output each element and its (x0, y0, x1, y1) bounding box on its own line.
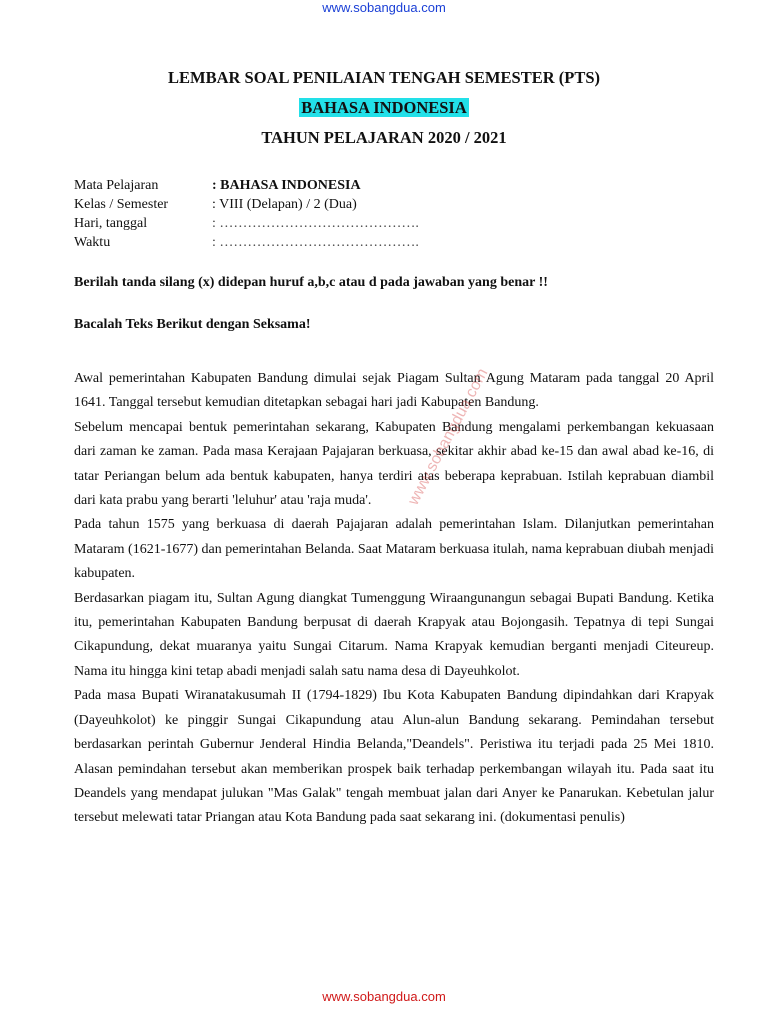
watermark-text: www.sobangdua.com (405, 365, 492, 508)
subject-title-highlight: BAHASA INDONESIA (301, 98, 467, 117)
kelas-value: : VIII (Delapan) / 2 (Dua) (212, 197, 357, 212)
footer-site-link[interactable]: www.sobangdua.com (322, 989, 446, 1004)
academic-year-title: TAHUN PELAJARAN 2020 / 2021 (261, 128, 507, 147)
passage-paragraph-3: Pada tahun 1575 yang berkuasa di daerah Pajajaran adalah pemerintahan Islam. Dilanjutkan pemerintahan Mataram (1621-1677) dan pemerintahan Belanda. Saat Mataram berkuasa itulah, nama keprabuan diubah menjadi kabupaten. (74, 517, 714, 582)
info-row-hari (74, 214, 419, 233)
mapel-value: : BAHASA INDONESIA (212, 178, 361, 193)
exam-info-block (74, 176, 419, 252)
header-site-link[interactable]: www.sobangdua.com (322, 0, 446, 15)
info-row-waktu (74, 233, 419, 252)
info-row-kelas (74, 195, 419, 214)
reading-passage (74, 367, 714, 831)
hari-label: Hari, tanggal (74, 216, 148, 231)
read-instruction: Bacalah Teks Berikut dengan Seksama! (74, 317, 311, 332)
subject-title (0, 98, 768, 118)
passage-paragraph-4: Berdasarkan piagam itu, Sultan Agung diangkat Tumenggung Wiraangunangun sebagai Bupati Bandung. Ketika itu, pemerintahan Kabupaten Bandung berpusat di daerah Krapyak atau Bojongasih. Tepatnya di tepi Sungai Cikapundung, dekat muaranya yaitu Sungai Citarum. Nama Krapyak kemudian berganti menjadi Citeureup. Nama itu hingga kini tetap abadi menjadi salah satu nama desa di Dayeuhkolot. (74, 590, 714, 679)
document-title: LEMBAR SOAL PENILAIAN TENGAH SEMESTER (PTS) (168, 68, 600, 87)
info-row-mapel (74, 176, 419, 195)
hari-blank-field: : ……………………………………. (212, 216, 419, 231)
passage-paragraph-2: Sebelum mencapai bentuk pemerintahan sekarang, Kabupaten Bandung mengalami perkembangan kekuasaan dari zaman ke zaman. Pada masa Kerajaan Pajajaran berkuasa, sekitar akhir abad ke-15 dan awal abad ke-16, di tatar Periangan belum ada bentuk kabupaten, hanya terdiri atas beberapa keprabuan. Istilah keprabuan diambil dari kata prabu yang berarti 'leluhur' atau 'raja muda'. (74, 419, 714, 509)
waktu-label: Waktu (74, 235, 111, 250)
mapel-label: Mata Pelajaran (74, 178, 159, 193)
passage-paragraph-5: Pada masa Bupati Wiranatakusumah II (1794-1829) Ibu Kota Kabupaten Bandung dipindahkan dari Krapyak (Dayeuhkolot) ke pinggir Sungai Cikapundung atau Alun-alun Bandung sekarang. Pemindahan tersebut berdasarkan perintah Gubernur Jenderal Hindia Belanda,"Deandels". Peristiwa itu terjadi pada 25 Mei 1810. Alasan pemindahan tersebut akan memberikan prospek baik terhadap perkembangan wilayah itu. Pada saat itu Deandels yang mendapat julukan "Mas Galak" tengah membuat jalan dari Anyer ke Panarukan. Kebetulan jalur tersebut melewati tatar Priangan atau Kota Bandung pada saat sekarang ini. (dokumentasi penulis) (74, 688, 714, 826)
passage-paragraph-1: Awal pemerintahan Kabupaten Bandung dimulai sejak Piagam Sultan Agung Mataram pada tanggal 20 April 1641. Tanggal tersebut kemudian ditetapkan sebagai hari jadi Kabupaten Bandung. (74, 371, 714, 411)
kelas-label: Kelas / Semester (74, 197, 169, 212)
waktu-blank-field: : ……………………………………. (212, 235, 419, 250)
answer-instruction: Berilah tanda silang (x) didepan huruf a,b,c atau d pada jawaban yang benar !! (74, 275, 548, 290)
